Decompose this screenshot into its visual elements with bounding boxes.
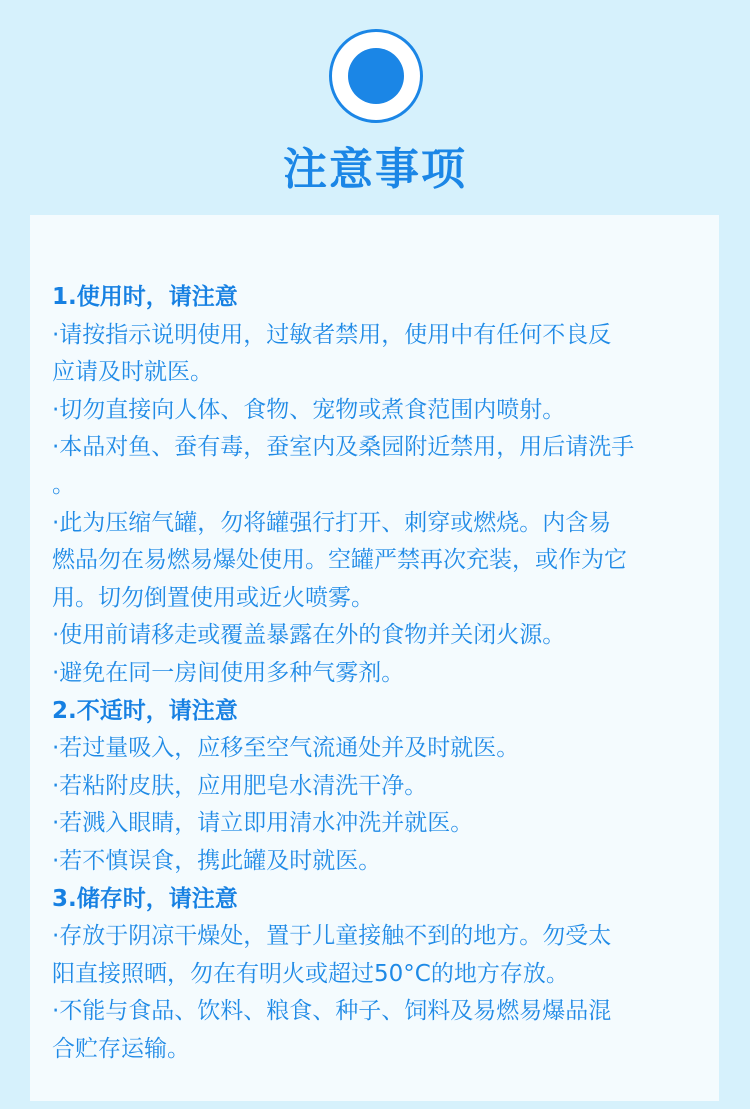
notice-line: 应请及时就医。 [52, 359, 213, 386]
notice-line: ·避免在同一房间使用多种气雾剂。 [52, 659, 405, 686]
notice-line: 。 [52, 471, 75, 498]
notice-line: 合贮存运输。 [52, 1035, 190, 1062]
notice-line: ·此为压缩气罐，勿将罐强行打开、刺穿或燃烧。内含易 [52, 509, 612, 536]
notice-line: ·存放于阴凉干燥处，置于儿童接触不到的地方。勿受太 [52, 923, 612, 950]
notice-line: 燃品勿在易燃易爆处使用。空罐严禁再次充装，或作为它 [52, 547, 627, 574]
notice-line: ·切勿直接向人体、食物、宠物或煮食范围内喷射。 [52, 396, 566, 423]
section-heading: 1.使用时，请注意 [52, 284, 238, 310]
notice-lines [52, 279, 719, 1068]
notice-line: ·若溅入眼睛，请立即用清水冲洗并就医。 [52, 810, 474, 837]
notice-line: ·本品对鱼、蚕有毒，蚕室内及桑园附近禁用，用后请洗手 [52, 434, 635, 461]
notice-line: ·请按指示说明使用，过敏者禁用，使用中有任何不良反 [52, 321, 612, 348]
circle-dot-icon [348, 48, 404, 104]
notice-line: ·不能与食品、饮料、粮食、种子、饲料及易燃易爆品混 [52, 998, 612, 1025]
circle-badge-icon [329, 29, 423, 123]
notice-line: ·若不慎误食，携此罐及时就医。 [52, 847, 382, 874]
section-heading: 2.不适时，请注意 [52, 697, 238, 724]
page-title: 注意事项 [283, 144, 467, 195]
section-heading: 3.储存时，请注意 [52, 885, 238, 912]
notice-line: ·若粘附皮肤，应用肥皂水清洗干净。 [52, 772, 428, 799]
notice-line: 阳直接照晒，勿在有明火或超过50°C的地方存放。 [52, 960, 569, 987]
notice-line: ·使用前请移走或覆盖暴露在外的食物并关闭火源。 [52, 622, 566, 649]
notice-line: 用。切勿倒置使用或近火喷雾。 [52, 584, 374, 611]
notice-line: ·若过量吸入，应移至空气流通处并及时就医。 [52, 735, 520, 762]
notice-card [30, 215, 719, 1101]
